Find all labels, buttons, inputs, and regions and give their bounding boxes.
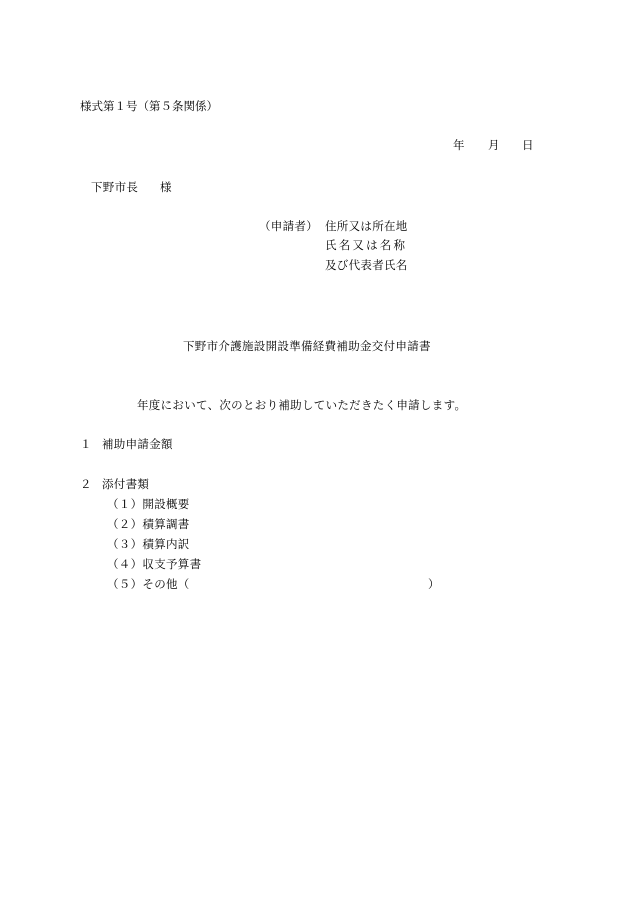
addressee: 下野市長 bbox=[91, 180, 139, 194]
date-line bbox=[450, 138, 550, 152]
applicant-name-label: 氏名又は名称 bbox=[325, 238, 408, 252]
date-year-label: 年 bbox=[453, 138, 465, 152]
body-text: 年度において、次のとおり補助していただきたく申請します。 bbox=[137, 398, 467, 412]
addressee-honorific: 様 bbox=[160, 180, 172, 194]
date-day-label: 日 bbox=[522, 138, 534, 152]
applicant-representative-label: 及び代表者氏名 bbox=[325, 258, 408, 272]
attachment-item: （３）積算内訳 bbox=[107, 537, 190, 551]
applicant-label: （申請者） bbox=[259, 219, 318, 233]
attachment-item: （４）収支予算書 bbox=[107, 557, 202, 571]
attachment-item: （５）その他（ bbox=[107, 577, 190, 591]
section-number: １ bbox=[80, 437, 92, 451]
section-label: 補助申請金額 bbox=[102, 437, 173, 451]
document-title: 下野市介護施設開設準備経費補助金交付申請書 bbox=[183, 339, 431, 353]
section-number: ２ bbox=[80, 477, 92, 491]
attachment-other-close-paren: ） bbox=[428, 577, 440, 591]
attachment-item: （２）積算調書 bbox=[107, 517, 190, 531]
date-month-label: 月 bbox=[488, 138, 500, 152]
section-label: 添付書類 bbox=[102, 477, 150, 491]
form-number-label: 様式第１号（第５条関係） bbox=[80, 99, 218, 113]
attachment-item: （１）開設概要 bbox=[107, 497, 190, 511]
applicant-address-label: 住所又は所在地 bbox=[325, 219, 408, 233]
